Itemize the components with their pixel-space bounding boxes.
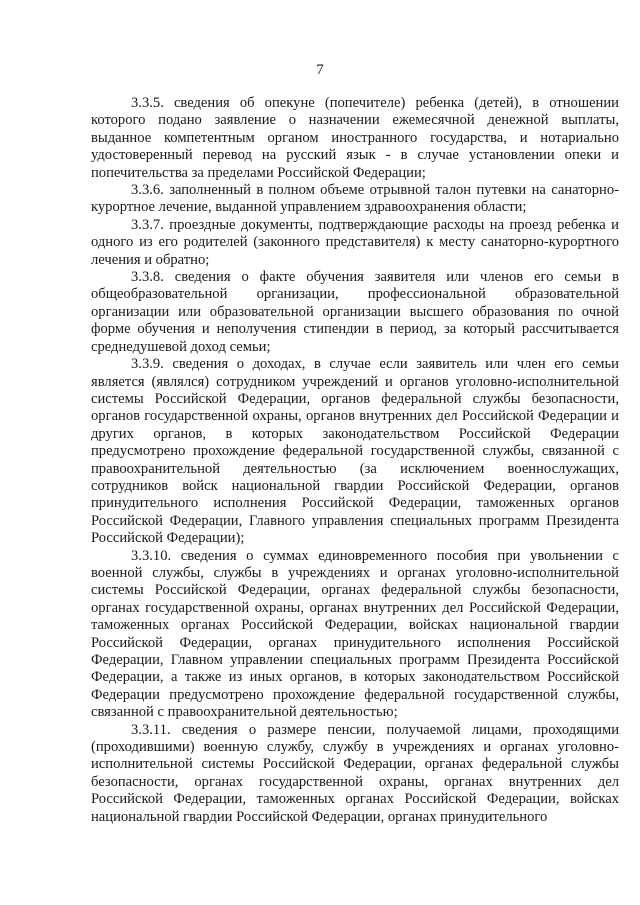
document-body	[91, 95, 619, 826]
paragraph-3-3-7: 3.3.7. проездные документы, подтверждающие расходы на проезд ребенка и одного из его родителей (законного представителя) к месту санаторно-курортного лечения и обратно;	[91, 216, 619, 268]
paragraph-3-3-11: 3.3.11. сведения о размере пенсии, получаемой лицами, проходящими (проходившими) военную службу, службу в учреждениях и органах уголовно-исполнительной системы Российской Федерации, органах федеральной службы безопасности, органах государственной охраны, органах внутренних дел Российской Федерации, таможенных органах Российской Федерации, войсках национальной гвардии Российской Федерации, органах принудительного	[91, 721, 619, 825]
paragraph-3-3-6: 3.3.6. заполненный в полном объеме отрывной талон путевки на санаторно-курортное лечение, выданной управлением здравоохранения области;	[91, 182, 619, 216]
page-number: 7	[316, 62, 324, 78]
paragraph-3-3-9: 3.3.9. сведения о доходах, в случае если заявитель или член его семьи является (являлся) сотрудником учреждений и органов уголовно-исполнительной системы Российской Федерации, органов федеральной службы безопасности, органов государственной охраны, органов внутренних дел Российской Федерации и других органов, в которых законодательством Российской Федерации предусмотрено прохождение федеральной государственной службы, связанной с правоохранительной деятельностью (за исключением военнослужащих, сотрудников войск национальной гвардии Российской Федерации, органов принудительного исполнения Российской Федерации, таможенных органов Российской Федерации, Главного управления специальных программ Президента Российской Федерации);	[91, 356, 619, 547]
paragraph-3-3-10: 3.3.10. сведения о суммах единовременного пособия при увольнении с военной службы, службы в учреждениях и органах уголовно-исполнительной системы Российской Федерации, органах федеральной службы безопасности, органах государственной охраны, органах внутренних дел Российской Федерации, таможенных органах Российской Федерации, войсках национальной гвардии Российской Федерации, органах принудительного исполнения Российской Федерации, Главном управлении специальных программ Президента Российской Федерации, а также из иных органов, в которых законодательством Российской Федерации предусмотрено прохождение федеральной государственной службы, связанной с правоохранительной деятельностью;	[91, 547, 619, 721]
paragraph-3-3-5: 3.3.5. сведения об опекуне (попечителе) ребенка (детей), в отношении которого подано заявление о назначении ежемесячной денежной выплаты, выданное компетентным органом иностранного государства, и нотариально удостоверенный перевод на русский язык - в случае установлении опеки и попечительства за пределами Российской Федерации;	[91, 95, 619, 181]
paragraph-3-3-8: 3.3.8. сведения о факте обучения заявителя или членов его семьи в общеобразовательной организации, профессиональной образовательной организации или образовательной организации высшего образования по очной форме обучения и неполучения стипендии в период, за который рассчитывается среднедушевой доход семьи;	[91, 269, 619, 355]
